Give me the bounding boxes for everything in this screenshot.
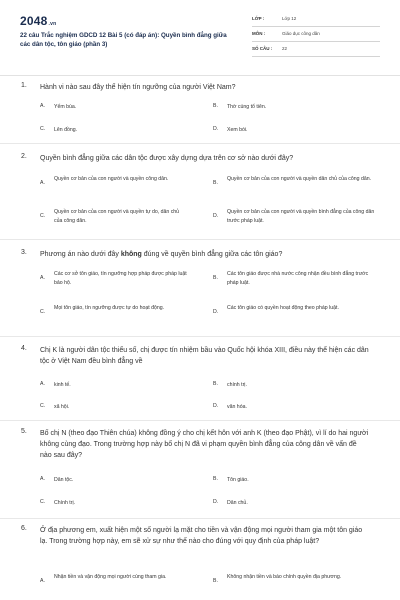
question-number: 3.: [21, 249, 27, 256]
question-text: Phương án nào dưới đây không đúng về quyền bình đẳng giữa các tôn giáo?: [40, 251, 283, 258]
meta-row-class: [252, 12, 380, 27]
option-text: Chính trị.: [54, 500, 76, 506]
option-letter: C.: [40, 213, 46, 219]
site-logo[interactable]: 2048.vn: [20, 14, 57, 28]
option-letter: A.: [40, 578, 45, 584]
option-text: Xem bói.: [227, 127, 248, 133]
option-text: Quyền cơ bản của con người và quyền dân chủ của công dân.: [227, 176, 372, 182]
option-letter: B.: [213, 180, 218, 186]
question-text: Bố chị N (theo đạo Thiên chúa) không đồng ý cho chị kết hôn với anh K (theo đạo Phật), vì lí do hai người không cùng đạo. Trong trường hợp này bố chị N đã vi phạm quyền bình đẳng của công dân về vấn đề nào sau đây?: [40, 430, 369, 459]
question-text: Chị K là người dân tộc thiểu số, chị được tín nhiệm bầu vào Quốc hội khóa XIII, điều này thể hiện các dân tộc ở Việt Nam đều bình đẳng về: [40, 347, 369, 365]
option-text: Các cơ sở tôn giáo, tín ngưỡng hợp pháp được pháp luật bảo hộ.: [54, 271, 187, 286]
option-text: Yểm bùa.: [54, 104, 77, 110]
option-text: Các tôn giáo được nhà nước công nhận đều bình đẳng trước pháp luật.: [227, 271, 369, 286]
question-number: 1.: [21, 82, 27, 89]
option-text: Thờ cúng tổ tiên.: [227, 104, 267, 110]
document-title: 22 câu Trắc nghiệm GDCD 12 Bài 5 (có đáp án): Quyền bình đẳng giữa các dân tộc, tôn giáo (phần 3): [20, 32, 227, 49]
option-text: kinh tế.: [54, 382, 71, 388]
question-text: Quyền bình đẳng giữa các dân tộc được xây dựng dựa trên cơ sở nào dưới đây?: [40, 155, 294, 162]
meta-row-subject: [252, 27, 380, 42]
meta-label-subject: MÔN :: [252, 31, 266, 36]
option-letter: D.: [213, 126, 219, 132]
option-text: Mọi tôn giáo, tín ngưỡng được tự do hoạt động.: [54, 305, 165, 311]
question-divider: [0, 143, 400, 144]
option-letter: C.: [40, 126, 46, 132]
question-number: 6.: [21, 525, 27, 532]
question-text: Hành vi nào sau đây thể hiện tín ngưỡng của người Việt Nam?: [40, 84, 236, 91]
meta-row-count: [252, 42, 380, 57]
question-divider: [0, 518, 400, 519]
emphasis-not: không: [120, 251, 142, 258]
option-letter: D.: [213, 309, 219, 315]
meta-label-count: SỐ CÂU :: [252, 46, 273, 51]
page-header: [0, 0, 400, 76]
meta-value-subject: Giáo dục công dân: [282, 31, 320, 36]
question-text: Ở địa phương em, xuất hiện một số người lạ mặt cho tiền và vận động mọi người tham gia một tôn giáo lạ. Trong trường hợp này, em sẽ xử sự như thế nào cho đúng với quy định của pháp luật?: [40, 527, 363, 545]
option-text: Dân tộc.: [54, 477, 74, 483]
question-divider: [0, 239, 400, 240]
option-letter: B.: [213, 275, 218, 281]
option-text: chính trị.: [227, 382, 247, 388]
option-text: Quyền cơ bản của con người và quyền công dân.: [54, 176, 169, 182]
option-text: xã hội.: [54, 404, 70, 410]
meta-label-class: LỚP :: [252, 16, 265, 21]
option-text: Lên đồng.: [54, 127, 78, 133]
option-letter: A.: [40, 103, 45, 109]
option-letter: A.: [40, 476, 45, 482]
question-number: 5.: [21, 428, 27, 435]
option-text: Quyền cơ bản của con người và quyền tự do, dân chủ của công dân.: [54, 209, 180, 224]
meta-info: [252, 12, 380, 57]
option-letter: C.: [40, 309, 46, 315]
option-text: Quyền cơ bản của con người và quyền bình đẳng của công dân trước pháp luật.: [227, 209, 375, 224]
question-number: 2.: [21, 153, 27, 160]
option-letter: A.: [40, 275, 45, 281]
option-letter: D.: [213, 213, 219, 219]
option-text: Tôn giáo.: [227, 477, 249, 483]
option-text: Dân chủ.: [227, 500, 248, 506]
question-number: 4.: [21, 345, 27, 352]
option-text: Nhận tiền và vận động mọi người cùng tham gia.: [54, 574, 167, 580]
option-letter: B.: [213, 578, 218, 584]
meta-value-count: 22: [282, 46, 288, 51]
option-letter: B.: [213, 103, 218, 109]
option-letter: D.: [213, 403, 219, 409]
option-letter: D.: [213, 499, 219, 505]
meta-value-class: Lớp 12: [282, 16, 297, 21]
option-letter: B.: [213, 381, 218, 387]
option-letter: A.: [40, 381, 45, 387]
option-letter: A.: [40, 180, 45, 186]
question-divider: [0, 336, 400, 337]
option-letter: B.: [213, 476, 218, 482]
option-text: Không nhận tiền và báo chính quyền địa phương.: [227, 574, 342, 580]
option-text: văn hóa.: [227, 404, 247, 410]
question-divider: [0, 420, 400, 421]
option-text: Các tôn giáo có quyền hoạt động theo pháp luật.: [227, 305, 339, 311]
option-letter: C.: [40, 499, 46, 505]
header-divider: [0, 75, 400, 76]
option-letter: C.: [40, 403, 46, 409]
